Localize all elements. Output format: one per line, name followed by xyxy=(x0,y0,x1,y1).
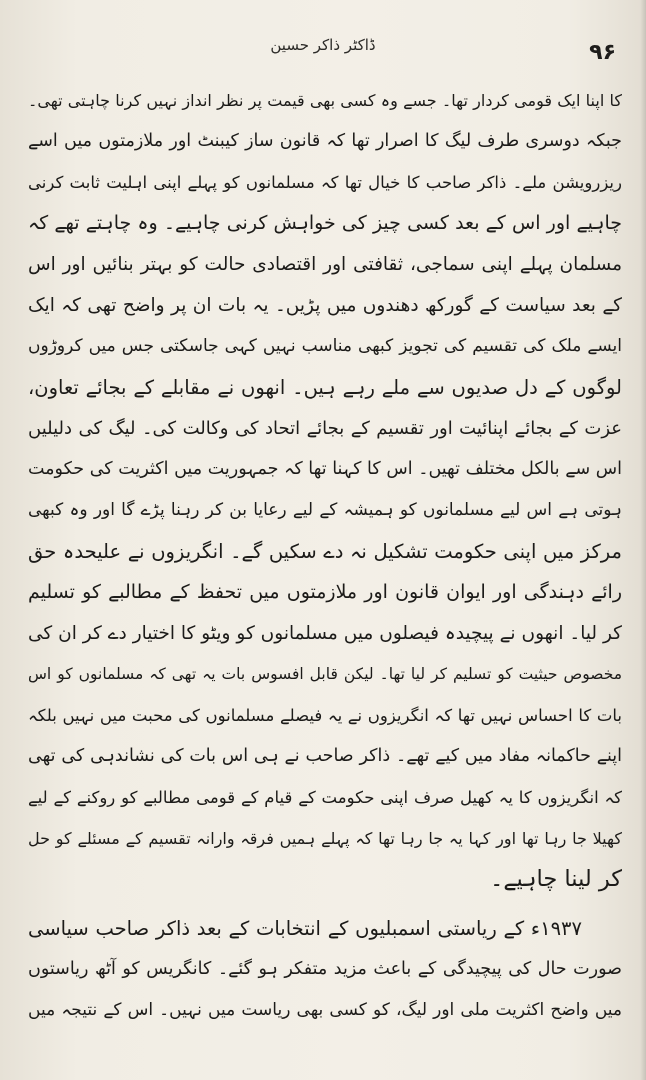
text-line: اس سے بالکل مختلف تھیں۔ اس کا کہنا تھا کہ جمہوریت میں اکثریت کی حکومت xyxy=(28,459,622,479)
text-line: ۱۹۳۷ء کے ریاستی اسمبلیوں کے انتخابات کے بعد ذاکر صاحب سیاسی xyxy=(28,917,582,940)
paragraph-1 xyxy=(28,80,622,900)
text-line: کر لیا۔ انھوں نے پیچیدہ فیصلوں میں مسلمانوں کو ویٹو کا اختیار دے کر ان کی xyxy=(28,623,622,644)
text-line: صورت حال کی پیچیدگی کے باعث مزید متفکر ہو گئے۔ کانگریس کو آٹھ ریاستوں xyxy=(28,959,622,979)
text-line: مخصوص حیثیت کو تسلیم کر لیا تھا۔ لیکن قابل افسوس بات یہ تھی کہ مسلمانوں کو اس xyxy=(28,665,622,683)
body-text xyxy=(28,80,622,1031)
text-line: مسلمان پہلے اپنی سماجی، ثقافتی اور اقتصادی حالت کو بہتر بنائیں اور اس xyxy=(28,254,622,275)
text-line: لوگوں کے دل صدیوں سے ملے رہے ہیں۔ انھوں نے مقابلے کے بجائے تعاون، xyxy=(28,376,622,399)
page-number: ۹۶ xyxy=(589,40,616,65)
text-line: بات کا احساس نہیں تھا کہ انگریزوں نے یہ فیصلے مسلمانوں کی محبت میں نہیں بلکہ xyxy=(28,706,622,725)
text-line: کر لینا چاہیے۔ xyxy=(490,866,622,892)
text-line: میں واضح اکثریت ملی اور لیگ، کو کسی بھی ریاست میں نہیں۔ اس کے نتیجہ میں xyxy=(28,1000,622,1020)
text-line: عزت کے بجائے اپنائیت اور تقسیم کے بجائے اتحاد کی وکالت کی۔ لیگ کی دلیلیں xyxy=(28,418,622,439)
text-line: اپنے حاکمانہ مفاد میں کیے تھے۔ ذاکر صاحب نے ہی اس بات کی نشاندہی کی تھی xyxy=(28,746,622,766)
paragraph-gap xyxy=(28,900,622,908)
text-line: کہ انگریزوں کا یہ کھیل صرف اپنی حکومت کے قیام کے قومی مطالبے کو روکنے کے لیے xyxy=(28,788,622,807)
text-line: رائے دہندگی اور ایوان قانون اور ملازمتوں میں تحفظ کے مطالبے کو تسلیم xyxy=(28,581,622,603)
text-line: چاہیے اور اس کے بعد کسی چیز کی خواہش کرنی چاہیے۔ وہ چاہتے تھے کہ xyxy=(28,212,622,234)
running-head-title: ڈاکٹر ذاکر حسین xyxy=(270,36,376,54)
text-line: کھیلا جا رہا تھا اور کہا یہ جا رہا تھا کہ پہلے ہمیں فرقہ وارانہ تقسیم کے مسئلے کو حل xyxy=(28,829,622,848)
text-line: ریزرویشن ملے۔ ذاکر صاحب کا خیال تھا کہ مسلمانوں کو پہلے اپنی اہلیت ثابت کرنی xyxy=(28,173,622,192)
text-line: کا اپنا ایک قومی کردار تھا۔ جسے وہ کسی بھی قیمت پر نظر انداز نہیں کرنا چاہتی تھی۔ xyxy=(28,91,622,110)
text-line: جبکہ دوسری طرف لیگ کا اصرار تھا کہ قانون ساز کیبنٹ اور ملازمتوں میں اسے xyxy=(28,131,622,151)
paragraph-2 xyxy=(28,908,622,1031)
text-line: ہوتی ہے اس لیے مسلمانوں کو ہمیشہ کے لیے رعایا بن کر رہنا پڑے گا اور وہ کبھی xyxy=(28,500,622,520)
text-line: کے بعد سیاست کے گورکھ دھندوں میں پڑیں۔ یہ بات ان پر واضح تھی کہ ایک xyxy=(28,295,622,316)
text-line: ایسے ملک کی تقسیم کی تجویز کبھی مناسب نہیں کہی جاسکتی جس میں کروڑوں xyxy=(28,336,622,356)
text-line: مرکز میں اپنی حکومت تشکیل نہ دے سکیں گے۔ انگریزوں نے علیحدہ حق xyxy=(28,540,622,563)
